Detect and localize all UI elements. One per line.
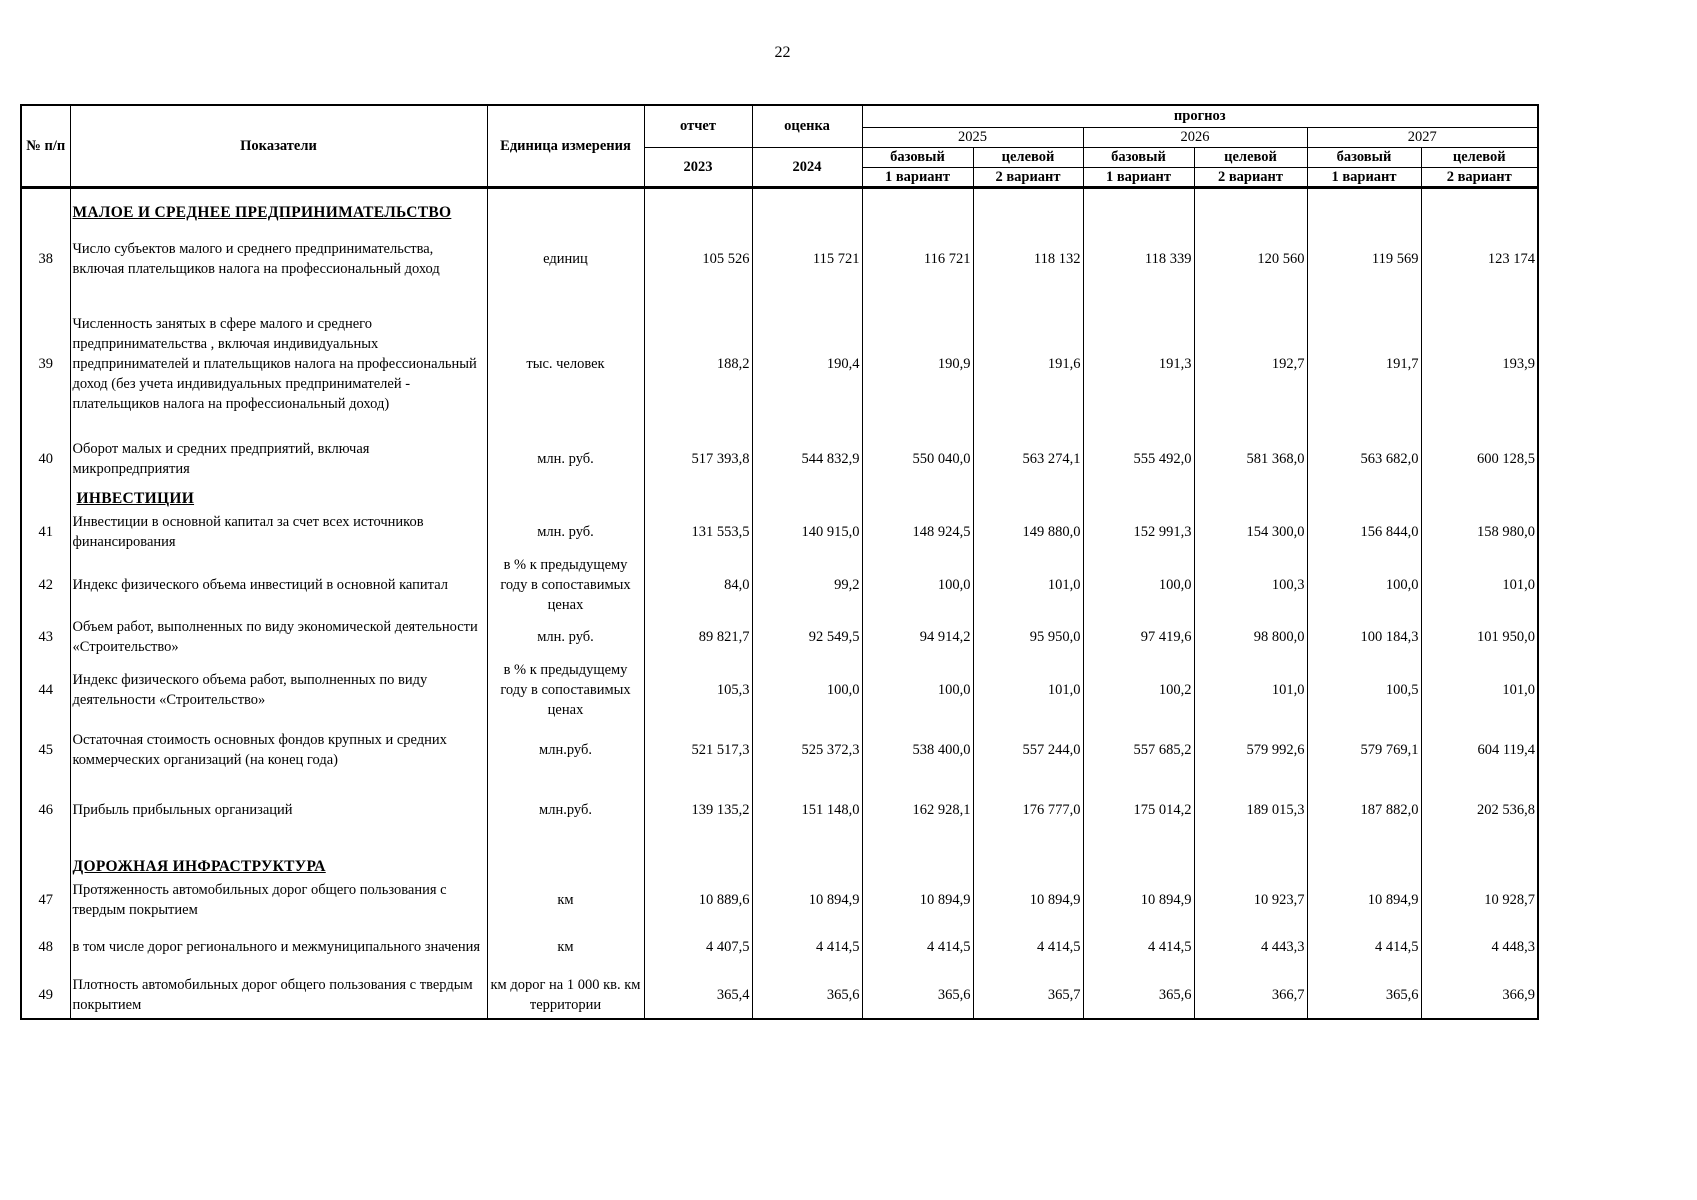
row-unit: км дорог на 1 000 кв. км территории — [487, 971, 644, 1019]
row-num: 42 — [21, 555, 70, 615]
table-row — [21, 779, 1538, 841]
value-2024: 99,2 — [752, 555, 862, 615]
table-row — [21, 877, 1538, 923]
value-2026-base: 555 492,0 — [1083, 433, 1194, 485]
value-2026-base: 100,2 — [1083, 659, 1194, 721]
value-2025-base: 4 414,5 — [862, 923, 973, 971]
header-report: отчет — [644, 105, 752, 147]
value-2027-target: 101,0 — [1421, 659, 1538, 721]
value-2026-target: 101,0 — [1194, 659, 1307, 721]
value-2023: 521 517,3 — [644, 721, 752, 779]
value-2023: 89 821,7 — [644, 615, 752, 659]
header-2025-base: базовый — [862, 147, 973, 167]
row-unit: млн.руб. — [487, 721, 644, 779]
value-2027-target: 600 128,5 — [1421, 433, 1538, 485]
value-2025-target: 4 414,5 — [973, 923, 1083, 971]
header-2025-variant2: 2 вариант — [973, 167, 1083, 187]
value-2023: 131 553,5 — [644, 509, 752, 555]
value-2026-base: 10 894,9 — [1083, 877, 1194, 923]
value-2027-base: 156 844,0 — [1307, 509, 1421, 555]
value-2024: 10 894,9 — [752, 877, 862, 923]
value-2027-base: 10 894,9 — [1307, 877, 1421, 923]
header-estimate: оценка — [752, 105, 862, 147]
row-indicator: Число субъектов малого и среднего предпринимательства, включая плательщиков налога на профессиональный доход — [70, 223, 487, 295]
row-unit: млн. руб. — [487, 509, 644, 555]
row-unit: тыс. человек — [487, 295, 644, 433]
value-2025-target: 118 132 — [973, 223, 1083, 295]
value-2024: 4 414,5 — [752, 923, 862, 971]
value-2027-base: 100,5 — [1307, 659, 1421, 721]
section-row — [21, 841, 1538, 877]
table-row — [21, 971, 1538, 1019]
value-2024: 365,6 — [752, 971, 862, 1019]
value-2024: 92 549,5 — [752, 615, 862, 659]
value-2027-target: 4 448,3 — [1421, 923, 1538, 971]
value-2026-target: 579 992,6 — [1194, 721, 1307, 779]
header-indicators: Показатели — [70, 105, 487, 187]
table-row — [21, 615, 1538, 659]
value-2026-base: 191,3 — [1083, 295, 1194, 433]
value-2026-base: 175 014,2 — [1083, 779, 1194, 841]
value-2025-base: 550 040,0 — [862, 433, 973, 485]
value-2027-base: 100,0 — [1307, 555, 1421, 615]
header-year-2025: 2025 — [862, 127, 1083, 147]
row-indicator: Прибыль прибыльных организаций — [70, 779, 487, 841]
section-title-small-business: МАЛОЕ И СРЕДНЕЕ ПРЕДПРИНИМАТЕЛЬСТВО — [72, 204, 452, 221]
value-2023: 365,4 — [644, 971, 752, 1019]
table-header — [21, 105, 1538, 187]
value-2025-target: 101,0 — [973, 659, 1083, 721]
header-2025-target: целевой — [973, 147, 1083, 167]
value-2023: 139 135,2 — [644, 779, 752, 841]
row-num: 38 — [21, 223, 70, 295]
section-row — [21, 187, 1538, 223]
value-2026-target: 581 368,0 — [1194, 433, 1307, 485]
header-2026-variant2: 2 вариант — [1194, 167, 1307, 187]
row-indicator: Остаточная стоимость основных фондов крупных и средних коммерческих организаций (на конец года) — [70, 721, 487, 779]
value-2025-base: 116 721 — [862, 223, 973, 295]
value-2027-base: 191,7 — [1307, 295, 1421, 433]
header-forecast: прогноз — [862, 105, 1538, 127]
value-2025-target: 95 950,0 — [973, 615, 1083, 659]
value-2025-base: 100,0 — [862, 659, 973, 721]
value-2026-target: 120 560 — [1194, 223, 1307, 295]
row-indicator: Индекс физического объема инвестиций в основной капитал — [70, 555, 487, 615]
row-num: 39 — [21, 295, 70, 433]
value-2025-target: 101,0 — [973, 555, 1083, 615]
header-num: № п/п — [21, 105, 70, 187]
value-2024: 525 372,3 — [752, 721, 862, 779]
value-2027-base: 563 682,0 — [1307, 433, 1421, 485]
value-2023: 10 889,6 — [644, 877, 752, 923]
row-num: 45 — [21, 721, 70, 779]
value-2023: 105,3 — [644, 659, 752, 721]
table-row — [21, 295, 1538, 433]
row-unit: в % к предыдущему году в сопоставимых ценах — [487, 555, 644, 615]
header-2027-variant1: 1 вариант — [1307, 167, 1421, 187]
value-2023: 4 407,5 — [644, 923, 752, 971]
row-unit: млн. руб. — [487, 433, 644, 485]
value-2026-target: 366,7 — [1194, 971, 1307, 1019]
row-indicator: Инвестиции в основной капитал за счет всех источников финансирования — [70, 509, 487, 555]
section-title-investments: ИНВЕСТИЦИИ — [76, 490, 195, 507]
value-2025-base: 10 894,9 — [862, 877, 973, 923]
table-row — [21, 555, 1538, 615]
row-num: 40 — [21, 433, 70, 485]
header-year-2026: 2026 — [1083, 127, 1307, 147]
row-indicator: в том числе дорог регионального и межмуниципального значения — [70, 923, 487, 971]
value-2027-target: 366,9 — [1421, 971, 1538, 1019]
header-year-2024: 2024 — [752, 147, 862, 187]
table-row — [21, 923, 1538, 971]
value-2025-base: 100,0 — [862, 555, 973, 615]
value-2027-target: 101 950,0 — [1421, 615, 1538, 659]
value-2025-target: 149 880,0 — [973, 509, 1083, 555]
value-2026-target: 100,3 — [1194, 555, 1307, 615]
value-2024: 151 148,0 — [752, 779, 862, 841]
value-2026-base: 365,6 — [1083, 971, 1194, 1019]
page-number: 22 — [774, 44, 791, 61]
row-unit: км — [487, 877, 644, 923]
value-2024: 115 721 — [752, 223, 862, 295]
row-num: 43 — [21, 615, 70, 659]
row-unit: единиц — [487, 223, 644, 295]
row-num: 49 — [21, 971, 70, 1019]
row-num: 46 — [21, 779, 70, 841]
row-indicator: Оборот малых и средних предприятий, включая микропредприятия — [70, 433, 487, 485]
value-2026-target: 154 300,0 — [1194, 509, 1307, 555]
value-2026-target: 4 443,3 — [1194, 923, 1307, 971]
row-num: 47 — [21, 877, 70, 923]
row-num: 44 — [21, 659, 70, 721]
value-2026-target: 192,7 — [1194, 295, 1307, 433]
value-2026-base: 100,0 — [1083, 555, 1194, 615]
header-2027-target: целевой — [1421, 147, 1538, 167]
value-2027-target: 604 119,4 — [1421, 721, 1538, 779]
row-indicator: Численность занятых в сфере малого и среднего предпринимательства , включая индивидуальных предпринимателей и плательщиков налога на профессиональный доход (без учета индивидуальных предпринимателей - плательщиков налога на профессиональный доход) — [70, 295, 487, 433]
header-2026-variant1: 1 вариант — [1083, 167, 1194, 187]
table-row — [21, 659, 1538, 721]
header-2026-base: базовый — [1083, 147, 1194, 167]
header-2026-target: целевой — [1194, 147, 1307, 167]
value-2025-target: 365,7 — [973, 971, 1083, 1019]
table-row — [21, 721, 1538, 779]
value-2027-target: 101,0 — [1421, 555, 1538, 615]
value-2023: 188,2 — [644, 295, 752, 433]
row-num: 41 — [21, 509, 70, 555]
row-indicator: Индекс физического объема работ, выполненных по виду деятельности «Строительство» — [70, 659, 487, 721]
section-title-roads: ДОРОЖНАЯ ИНФРАСТРУКТУРА — [72, 858, 326, 875]
value-2026-base: 118 339 — [1083, 223, 1194, 295]
value-2025-target: 10 894,9 — [973, 877, 1083, 923]
value-2026-base: 152 991,3 — [1083, 509, 1194, 555]
value-2024: 140 915,0 — [752, 509, 862, 555]
value-2025-base: 94 914,2 — [862, 615, 973, 659]
value-2027-target: 193,9 — [1421, 295, 1538, 433]
header-2027-variant2: 2 вариант — [1421, 167, 1538, 187]
table-row — [21, 223, 1538, 295]
value-2025-target: 176 777,0 — [973, 779, 1083, 841]
value-2027-base: 4 414,5 — [1307, 923, 1421, 971]
value-2027-target: 10 928,7 — [1421, 877, 1538, 923]
value-2027-base: 579 769,1 — [1307, 721, 1421, 779]
row-indicator: Протяженность автомобильных дорог общего пользования с твердым покрытием — [70, 877, 487, 923]
header-2027-base: базовый — [1307, 147, 1421, 167]
value-2027-target: 158 980,0 — [1421, 509, 1538, 555]
value-2025-base: 148 924,5 — [862, 509, 973, 555]
value-2026-base: 97 419,6 — [1083, 615, 1194, 659]
value-2023: 105 526 — [644, 223, 752, 295]
header-unit: Единица измерения — [487, 105, 644, 187]
table-row — [21, 433, 1538, 485]
value-2025-target: 191,6 — [973, 295, 1083, 433]
section-row — [21, 485, 1538, 509]
row-unit: млн. руб. — [487, 615, 644, 659]
row-indicator: Объем работ, выполненных по виду экономической деятельности «Строительство» — [70, 615, 487, 659]
value-2026-target: 189 015,3 — [1194, 779, 1307, 841]
value-2023: 84,0 — [644, 555, 752, 615]
row-unit: в % к предыдущему году в сопоставимых ценах — [487, 659, 644, 721]
value-2026-target: 98 800,0 — [1194, 615, 1307, 659]
row-unit: км — [487, 923, 644, 971]
row-indicator: Плотность автомобильных дорог общего пользования с твердым покрытием — [70, 971, 487, 1019]
value-2027-target: 123 174 — [1421, 223, 1538, 295]
value-2027-base: 187 882,0 — [1307, 779, 1421, 841]
header-2025-variant1: 1 вариант — [862, 167, 973, 187]
row-unit: млн.руб. — [487, 779, 644, 841]
value-2026-base: 557 685,2 — [1083, 721, 1194, 779]
value-2025-base: 162 928,1 — [862, 779, 973, 841]
table-row — [21, 509, 1538, 555]
value-2024: 544 832,9 — [752, 433, 862, 485]
value-2025-target: 557 244,0 — [973, 721, 1083, 779]
value-2027-target: 202 536,8 — [1421, 779, 1538, 841]
value-2025-base: 538 400,0 — [862, 721, 973, 779]
header-year-2023: 2023 — [644, 147, 752, 187]
value-2024: 190,4 — [752, 295, 862, 433]
value-2025-base: 190,9 — [862, 295, 973, 433]
value-2027-base: 100 184,3 — [1307, 615, 1421, 659]
value-2025-target: 563 274,1 — [973, 433, 1083, 485]
value-2026-base: 4 414,5 — [1083, 923, 1194, 971]
header-year-2027: 2027 — [1307, 127, 1538, 147]
value-2026-target: 10 923,7 — [1194, 877, 1307, 923]
value-2027-base: 365,6 — [1307, 971, 1421, 1019]
value-2025-base: 365,6 — [862, 971, 973, 1019]
value-2024: 100,0 — [752, 659, 862, 721]
forecast-table — [20, 104, 1539, 1020]
value-2027-base: 119 569 — [1307, 223, 1421, 295]
row-num: 48 — [21, 923, 70, 971]
value-2023: 517 393,8 — [644, 433, 752, 485]
